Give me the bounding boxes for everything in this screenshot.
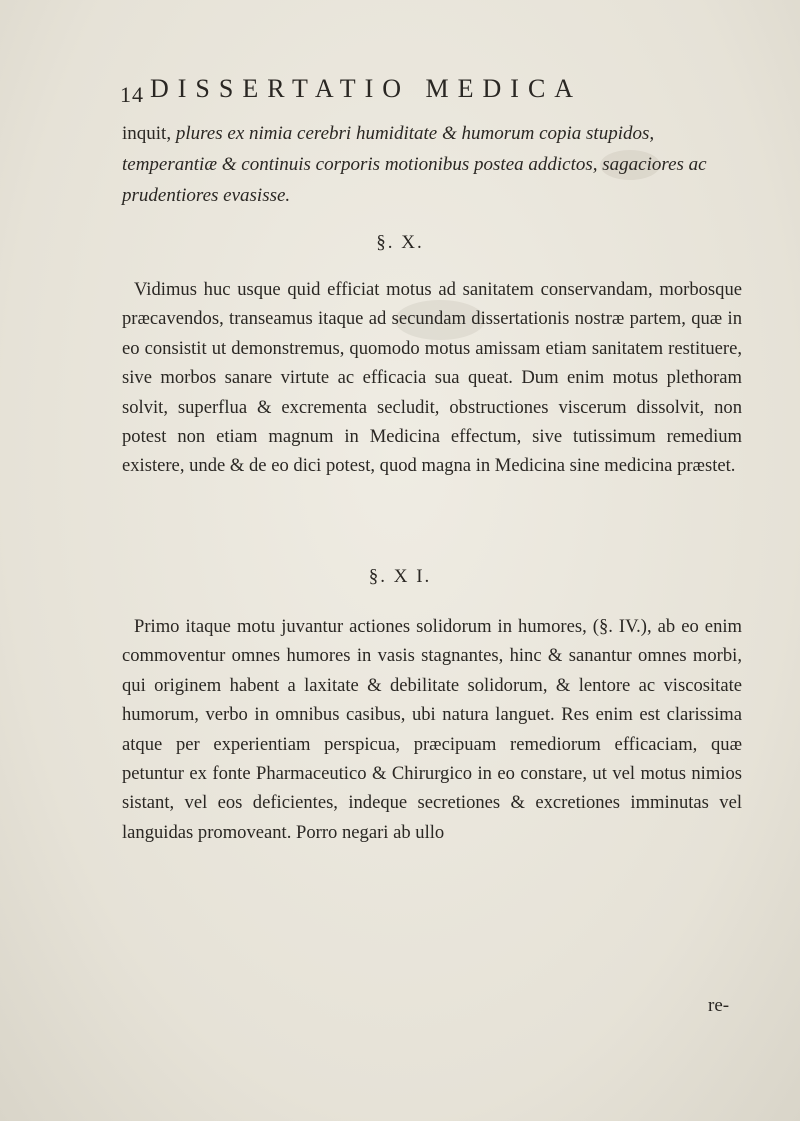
intro-lead: inquit, [122, 123, 176, 144]
catchword: re- [708, 995, 730, 1016]
section-heading: §. X. [376, 232, 424, 253]
page-header [120, 72, 740, 112]
intro-text [122, 118, 742, 211]
section-paragraph: Primo itaque motu juvantur actiones solidorum in humores, (§. IV.), ab eo enim commoventur omnes humores in vasis stagnantes, hinc & sanantur omnes morbi, qui originem habent a laxitate & debilitate solidorum, & lentore ac viscositate humorum, verbo in omnibus casibus, ubi natura languet. Res enim est clarissima atque per experientiam perspicua, præcipuam remediorum efficaciam, quæ petuntur ex fonte Pharmaceutico & Chirurgico in eo constare, ut vel motus nimios sistant, vel eos deficientes, indeque secretiones & excretiones imminutas vel languidas promoveant. Porro negari ab ullo [122, 616, 742, 843]
intro-italic-quote: plures ex nimia cerebri humiditate & humorum copia stupidos, temperantiæ & continuis corporis motionibus postea addictos, sagaciores ac prudentiores evasisse. [122, 123, 707, 206]
section-heading: §. X I. [368, 566, 432, 587]
page-number: 14 [120, 82, 144, 107]
running-title: DISSERTATIO MEDICA [150, 74, 583, 103]
section-paragraph: Vidimus huc usque quid efficiat motus ad sanitatem conservandam, morbosque præcavendos, transeamus itaque ad secundam dissertationis nostræ partem, quæ in eo consistit ut demonstremus, quomodo motus amissam etiam sanitatem restituere, sive morbos sanare virtute ac efficacia sua queat. Dum enim motus plethoram solvit, superflua & excrementa secludit, obstructiones viscerum dissolvit, non potest non etiam magnum in Medicina effectum, sive tutissimum remedium existere, unde & de eo dici potest, quod magna in Medicina sine medicina præstet. [122, 279, 742, 477]
